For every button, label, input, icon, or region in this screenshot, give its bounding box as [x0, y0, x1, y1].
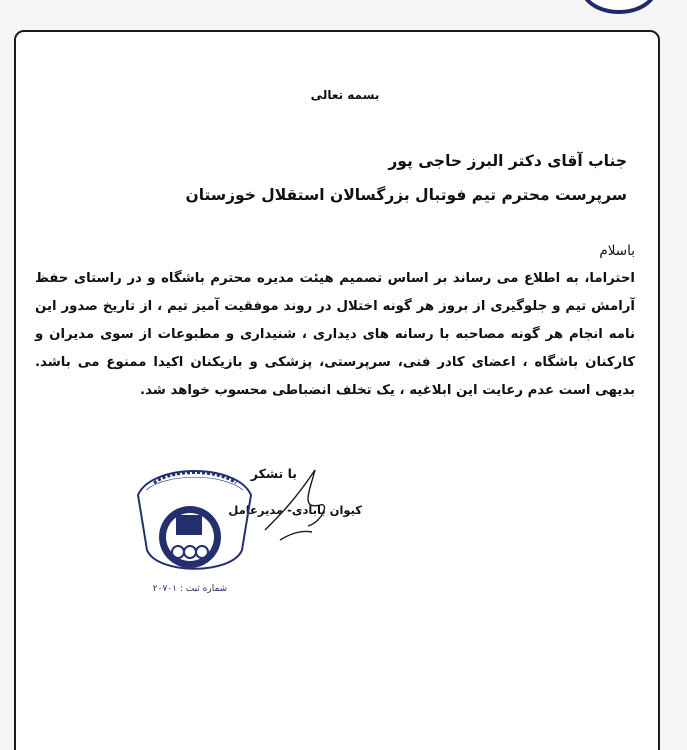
addressee-title: سرپرست محترم تیم فوتبال بزرگسالان استقلال خوزستان [185, 186, 627, 204]
body-line: نامه انجام هر گونه مصاحبه با رسانه های دیداری ، شنیداری و مطبوعات از سوی مدیران و [35, 327, 635, 342]
club-seal [132, 455, 257, 590]
seal-registration-number: شماره ثبت : ۲۰۷۰۱ [152, 584, 228, 594]
letterhead-logo-edge [580, 0, 658, 14]
body-line: بدیهی است عدم رعایت این ابلاغیه ، یک تخلف انضباطی محسوب خواهد شد. [140, 383, 635, 398]
greeting: باسلام [599, 243, 635, 259]
closing: با تشکر [250, 466, 297, 481]
signature-scribble [260, 460, 350, 550]
body-line: آرامش تیم و جلوگیری از بروز هر گونه اختلال در روند موفقیت آمیز تیم ، از تاریخ صدور این [35, 299, 635, 314]
signer-name: کیوان بابادی- مدیرعامل [228, 503, 362, 517]
body-line: احتراما، به اطلاع می رساند بر اساس تصمیم هیئت مدیره محترم باشگاه و در راستای حفظ [35, 271, 635, 286]
invocation: بسمه تعالی [310, 88, 380, 102]
addressee-name: جناب آقای دکتر البرز حاجی پور [388, 152, 627, 170]
body-line: کارکنان باشگاه ، اعضای کادر فنی، سرپرستی، پزشکی و بازیکنان اکیدا ممنوع می باشد. [35, 355, 635, 370]
